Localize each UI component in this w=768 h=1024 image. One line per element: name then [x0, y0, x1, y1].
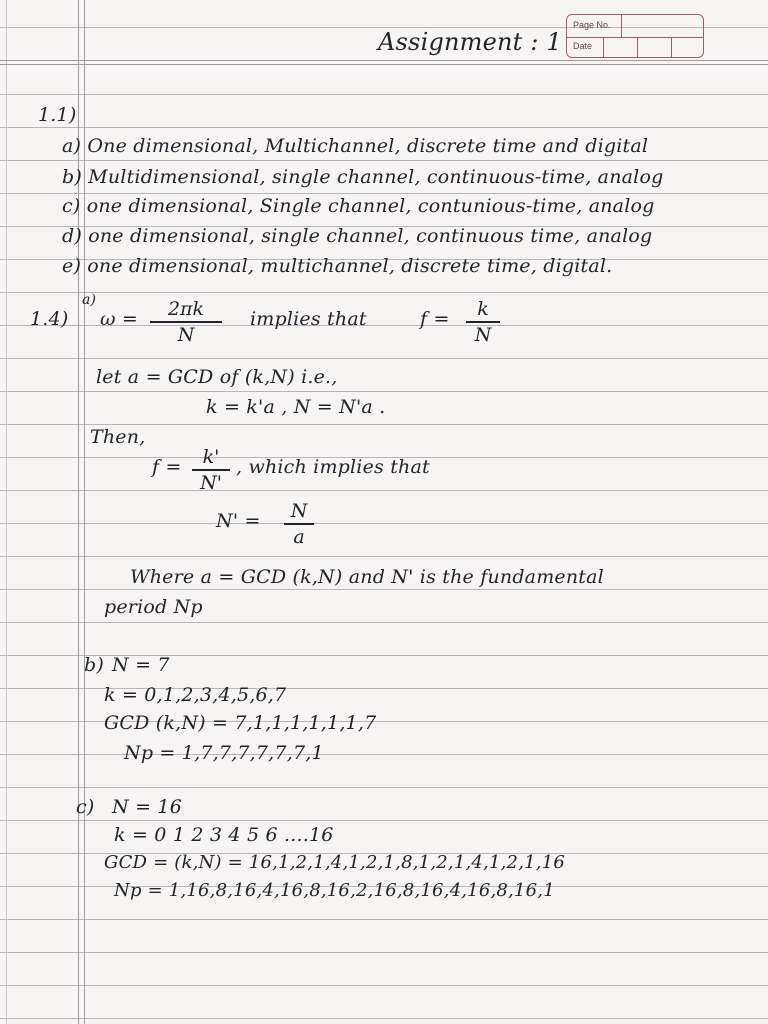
question-number-1-4: 1.4) — [30, 308, 69, 330]
n-prime-numerator: N — [290, 500, 308, 522]
then-text: Then, — [90, 426, 146, 448]
let-line: let a = GCD of (k,N) i.e., — [96, 366, 338, 388]
part-b-n: N = 7 — [112, 654, 170, 676]
f2-denominator: N' — [200, 472, 222, 494]
which-text: , which implies that — [236, 456, 430, 478]
answer-line-b: b) Multidimensional, single channel, continuous-time, analog — [62, 166, 664, 188]
answer-line-a: a) One dimensional, Multichannel, discrete time and digital — [62, 135, 649, 157]
period-line: period Np — [104, 596, 203, 618]
date-label: Date — [573, 41, 593, 51]
n-prime-lhs: N' = — [216, 510, 261, 532]
part-c-k: k = 0 1 2 3 4 5 6 ....16 — [114, 824, 334, 846]
part-b-gcd: GCD (k,N) = 7,1,1,1,1,1,1,7 — [104, 712, 377, 734]
part-c-label: c) — [76, 796, 95, 818]
f2-lhs: f = — [152, 456, 182, 478]
where-line: Where a = GCD (k,N) and N' is the fundamental — [130, 566, 604, 588]
f-lhs: f = — [420, 308, 450, 330]
n-prime-denominator: a — [293, 526, 305, 548]
part-a-label: a) — [82, 292, 97, 308]
page-no-date-box — [566, 14, 704, 58]
page-title: Assignment : 1 — [378, 28, 562, 56]
omega-denominator: N — [177, 324, 195, 346]
part-b-label: b) — [84, 654, 104, 676]
page-no-label: Page No. — [573, 20, 611, 30]
f-fraction — [466, 298, 500, 346]
page-edge-line — [6, 0, 7, 1024]
omega-numerator: 2πk — [167, 298, 205, 320]
omega-fraction — [150, 298, 222, 346]
answer-line-c: c) one dimensional, Single channel, contunious-time, analog — [62, 195, 655, 217]
header-rule-2 — [0, 64, 768, 65]
implies-text: implies that — [250, 308, 367, 330]
f-numerator: k — [477, 298, 489, 320]
answer-line-e: e) one dimensional, multichannel, discrete time, digital. — [62, 255, 613, 277]
part-b-np: Np = 1,7,7,7,7,7,7,1 — [124, 742, 324, 764]
question-number-1-1: 1.1) — [38, 104, 77, 126]
part-c-gcd: GCD = (k,N) = 16,1,2,1,4,1,2,1,8,1,2,1,4,1,2,1,16 — [104, 852, 565, 873]
part-c-n: N = 16 — [112, 796, 183, 818]
omega-lhs: ω = — [100, 308, 139, 330]
f-denominator: N — [474, 324, 492, 346]
part-b-k: k = 0,1,2,3,4,5,6,7 — [104, 684, 287, 706]
n-prime-fraction — [284, 500, 314, 548]
header-rule — [0, 60, 768, 61]
k-line: k = k'a , N = N'a . — [206, 396, 386, 418]
part-c-np: Np = 1,16,8,16,4,16,8,16,2,16,8,16,4,16,8,16,1 — [114, 880, 555, 901]
f2-numerator: k' — [202, 446, 220, 468]
f2-fraction — [192, 446, 230, 494]
answer-line-d: d) one dimensional, single channel, continuous time, analog — [62, 225, 653, 247]
